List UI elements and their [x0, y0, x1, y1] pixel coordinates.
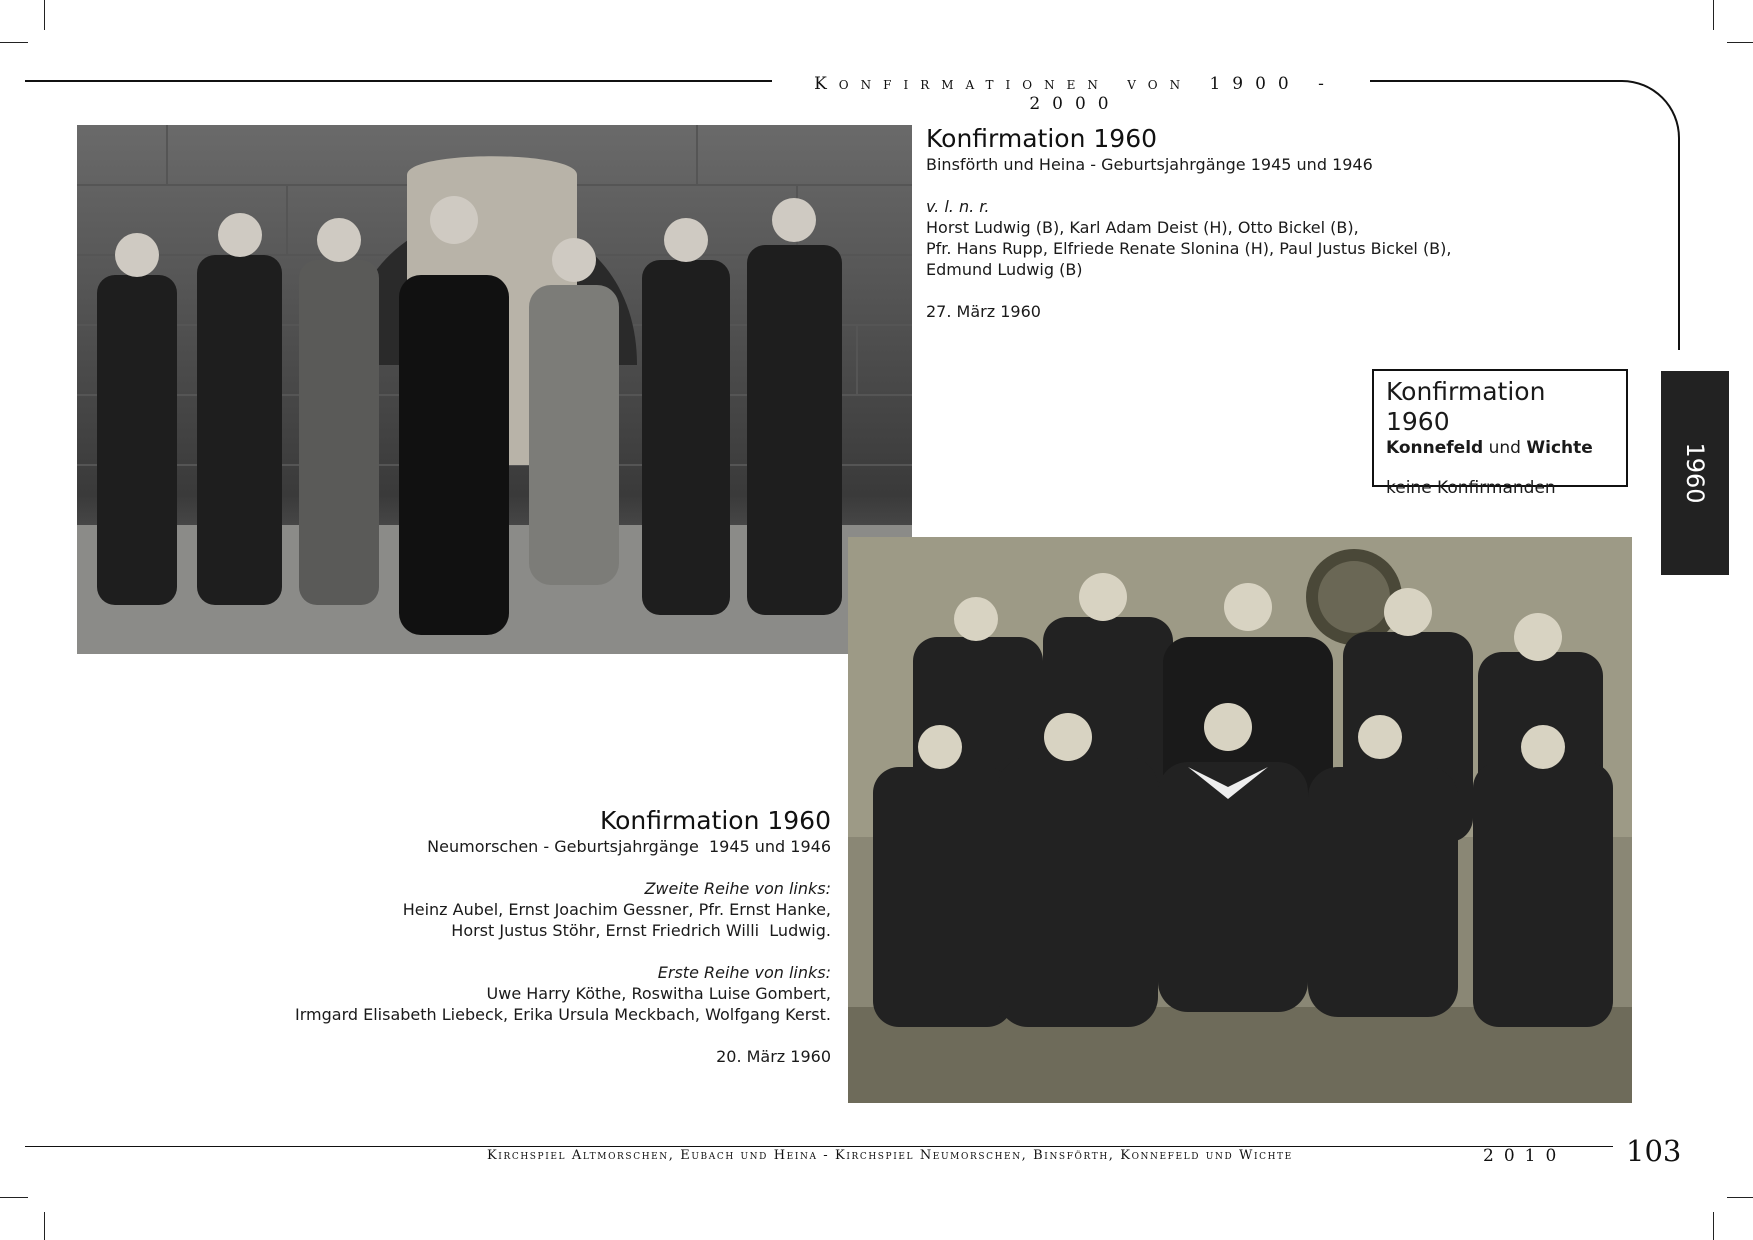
caption-binsfoerth-heading: Konfirmation 1960 [926, 124, 1158, 153]
caption-neumorschen-date: 20. März 1960 [716, 1047, 831, 1066]
konnefeld-place: Konnefeld [1386, 438, 1484, 458]
konnefeld-place-joiner: und [1483, 438, 1527, 458]
footer-year: 2010 [1483, 1146, 1567, 1166]
year-side-tab-label: 1960 [1681, 442, 1709, 504]
crop-mark [1727, 1197, 1753, 1198]
spacer [230, 857, 831, 878]
caption-neumorschen-row2-names: Horst Justus Stöhr, Ernst Friedrich Willi Ludwig. [451, 921, 831, 940]
crop-mark [0, 1197, 28, 1198]
crop-mark [44, 0, 45, 30]
page-number: 103 [1626, 1134, 1682, 1168]
header-rule-left [25, 80, 772, 82]
crop-mark [1713, 1212, 1714, 1240]
wichte-place: Wichte [1526, 438, 1593, 458]
konnefeld-heading: Konfirmation 1960 [1386, 377, 1546, 436]
crop-mark [44, 1212, 45, 1240]
photo-neumorschen-group [848, 537, 1632, 1103]
konnefeld-note: keine Konfirmanden [1386, 478, 1556, 498]
caption-neumorschen-row1-names: Irmgard Elisabeth Liebeck, Erika Ursula Meckbach, Wolfgang Kerst. [295, 1005, 831, 1024]
caption-neumorschen [230, 806, 831, 1067]
caption-neumorschen-row2-names: Heinz Aubel, Ernst Joachim Gessner, Pfr. Ernst Hanke, [402, 900, 831, 919]
caption-binsfoerth-names: Edmund Ludwig (B) [926, 260, 1083, 279]
spacer [926, 175, 1526, 196]
caption-neumorschen-row1-label: Erste Reihe von links: [657, 963, 831, 982]
caption-binsfoerth [926, 124, 1526, 322]
year-side-tab [1661, 371, 1729, 575]
spacer [230, 1025, 831, 1046]
running-footer: Kirchspiel Altmorschen, Eubach und Heina - Kirchspiel Neumorschen, Binsförth, Konnefeld und Wichte [487, 1148, 1293, 1163]
caption-binsfoerth-subtitle: Binsförth und Heina - Geburtsjahrgänge 1945 und 1946 [926, 155, 1373, 174]
crop-mark [0, 42, 28, 43]
photo-neumorschen-image [848, 537, 1632, 1103]
photo-binsfoerth-image [77, 125, 912, 654]
caption-neumorschen-row1-names: Uwe Harry Köthe, Roswitha Luise Gombert, [486, 984, 831, 1003]
caption-binsfoerth-date: 27. März 1960 [926, 302, 1041, 321]
photo-binsfoerth-group [77, 125, 912, 654]
crop-mark [1713, 0, 1714, 30]
running-header: Konfirmationen von 1900 - 2000 [814, 74, 1336, 114]
caption-binsfoerth-order-label: v. l. n. r. [926, 197, 990, 216]
caption-binsfoerth-names: Pfr. Hans Rupp, Elfriede Renate Slonina (H), Paul Justus Bickel (B), [926, 239, 1452, 258]
caption-neumorschen-subtitle: Neumorschen - Geburtsjahrgänge 1945 und 1946 [427, 837, 831, 856]
spacer [1386, 459, 1614, 477]
caption-neumorschen-row2-label: Zweite Reihe von links: [644, 879, 831, 898]
konnefeld-info-box [1372, 369, 1628, 498]
caption-binsfoerth-names: Horst Ludwig (B), Karl Adam Deist (H), Otto Bickel (B), [926, 218, 1359, 237]
crop-mark [1727, 42, 1753, 43]
spacer [230, 941, 831, 962]
spacer [926, 280, 1526, 301]
caption-neumorschen-heading: Konfirmation 1960 [599, 806, 831, 835]
footer-rule [25, 1146, 1613, 1147]
